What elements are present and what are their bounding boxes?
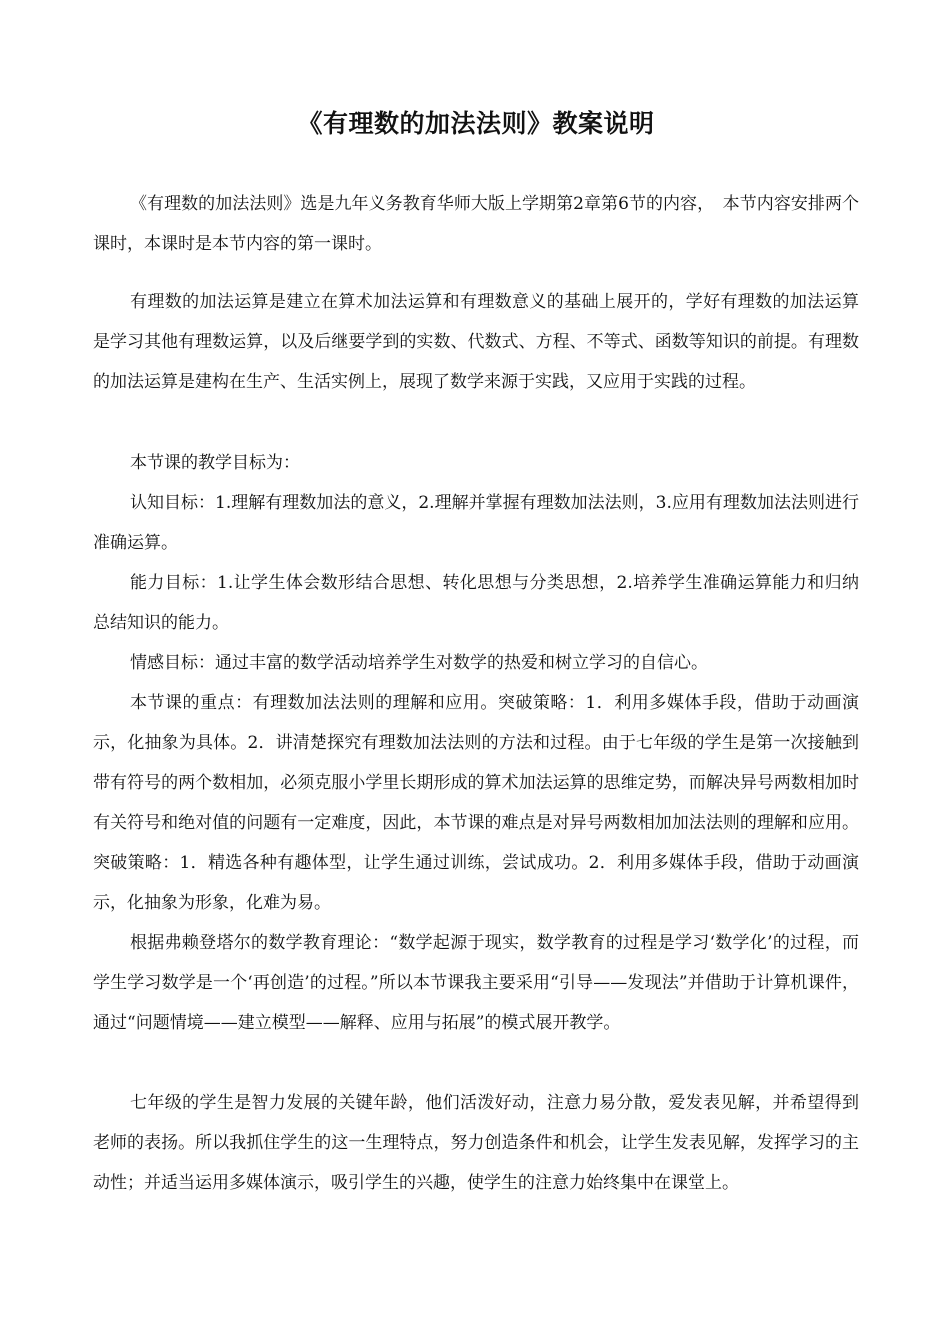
paragraph-background: 有理数的加法运算是建立在算术加法运算和有理数意义的基础上展开的，学好有理数的加法运算是学习其他有理数运算，以及后继要学到的实数、代数式、方程、不等式、函数等知识的前提。有理数的加法运算是建构在生产、生活实例上，展现了数学来源于实践，又应用于实践的过程。 [93,292,859,392]
paragraph-key-points: 本节课的重点：有理数加法法则的理解和应用。突破策略：1．利用多媒体手段，借助于动画演示，化抽象为具体。2．讲清楚探究有理数加法法则的方法和过程。由于七年级的学生是第一次接触到带有符号的两个数相加，必须克服小学里长期形成的算术加法运算的思维定势，而解决异号两数相加时有关符号和绝对值的问题有一定难度，因此，本节课的难点是对异号两数相加加法法则的理解和应用。突破策略：1．精选各种有趣体型，让学生通过训练，尝试成功。2．利用多媒体手段，借助于动画演示，化抽象为形象，化难为易。 [93,693,859,913]
document-title: 《有理数的加法法则》教案说明 [297,109,655,138]
paragraph-cognitive-goal: 认知目标：1.理解有理数加法的意义，2.理解并掌握有理数加法法则，3.应用有理数加法法则进行准确运算。 [93,493,859,553]
paragraph-intro: 《有理数的加法法则》选是九年义务教育华师大版上学期第2章第6节的内容， 本节内容安排两个课时，本课时是本节内容的第一课时。 [93,194,859,254]
paragraph-emotional-goal: 情感目标：通过丰富的数学活动培养学生对数学的热爱和树立学习的自信心。 [130,653,708,673]
paragraph-goals-heading: 本节课的教学目标为： [130,453,300,473]
paragraph-ability-goal: 能力目标：1.让学生体会数形结合思想、转化思想与分类思想，2.培养学生准确运算能力和归纳总结知识的能力。 [93,573,859,633]
paragraph-teaching-method: 根据弗赖登塔尔的数学教育理论：“数学起源于现实，数学教育的过程是学习‘数学化’的过程，而学生学习数学是一个‘再创造’的过程。”所以本节课我主要采用“引导——发现法”并借助于计算机课件，通过“问题情境——建立模型——解释、应用与拓展”的模式展开教学。 [93,933,859,1033]
paragraph-student-analysis: 七年级的学生是智力发展的关键年龄，他们活泼好动，注意力易分散，爱发表见解，并希望得到老师的表扬。所以我抓住学生的这一生理特点，努力创造条件和机会，让学生发表见解，发挥学习的主动性；并适当运用多媒体演示，吸引学生的兴趣，使学生的注意力始终集中在课堂上。 [93,1093,859,1193]
